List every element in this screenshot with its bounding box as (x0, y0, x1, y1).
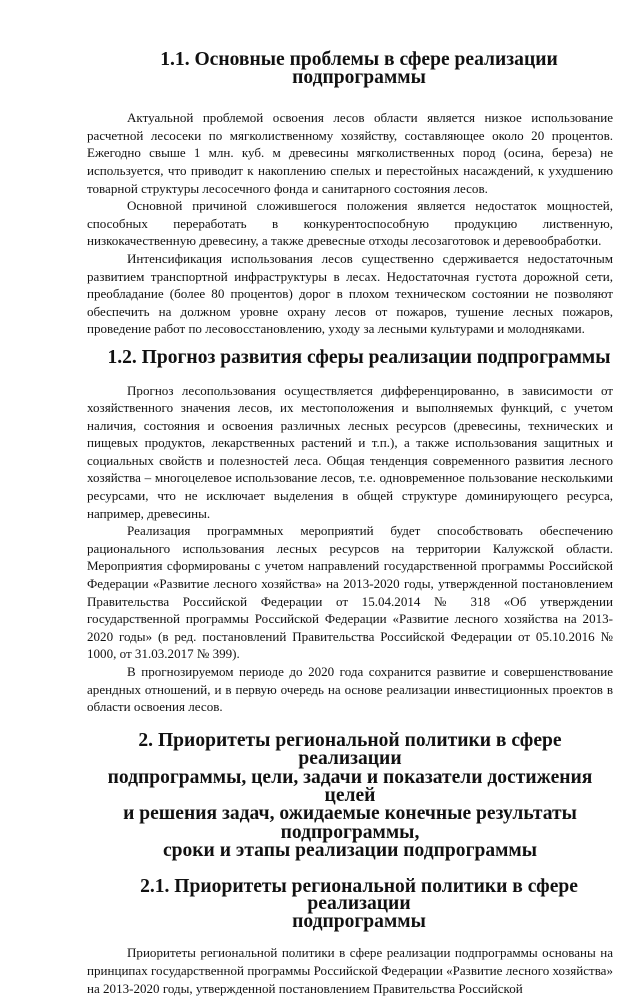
section-2-1-title-line: 2.1. Приоритеты региональной политики в сфере реализации (140, 875, 578, 915)
section-1-2-title: 1.2. Прогноз развития сферы реализации подпрограммы (107, 346, 611, 368)
section-2-1-title (87, 875, 613, 932)
section-2-title-line: сроки и этапы реализации подпрограммы (162, 840, 538, 862)
section-2-title-line: 2. Приоритеты региональной политики в сфере реализации (138, 729, 562, 770)
section-2-1-title-line: подпрограммы (292, 910, 426, 932)
paragraph: Интенсификация использования лесов существенно сдерживается недостаточным развитием транспортной инфраструктуры в лесах. Недостаточная густота дорожной сети, преобладание (более 80 процентов) дорог в плохом техническом состоянии не позволяют обеспечить на должном уровне охрану лесов от пожаров, тушение лесных пожаров, проведение работ по лесовосстановлению, уходу за лесными культурами и молодняками. (87, 250, 613, 337)
paragraph: Основной причиной сложившегося положения является недостаток мощностей, способных переработать в конкурентоспособную продукцию лиственную, низкокачественную древесину, а также древесные отходы лесозаготовок и деревообработки. (87, 198, 613, 249)
paragraph: Актуальной проблемой освоения лесов области является низкое использование расчетной лесосеки по мягколиственному хозяйству, составляющее около 20 процентов. Ежегодно свыше 1 млн. куб. м древесины мягколиственных пород (осина, береза) не используется, что приводит к накоплению спелых и перестойных насаждений, к ухудшению товарной структуры лесосечного фонда и санитарного состояния лесов. (87, 110, 613, 196)
section-2-title-line: подпрограммы, цели, задачи и показатели достижения целей (107, 766, 593, 806)
section-2-title-line: и решения задач, ожидаемые конечные результаты подпрограммы, (123, 803, 577, 843)
paragraph: Приоритеты региональной политики в сфере реализации подпрограммы основаны на принципах государственной программы Российской Федерации «Развитие лесного хозяйства» на 2013-2020 годы, утвержденной постановлением Правительства Российской (87, 945, 613, 996)
paragraph: Прогноз лесопользования осуществляется дифференцированно, в зависимости от хозяйственного значения лесов, их местоположения и выполняемых функций, с учетом наличия, состояния и освоения различных лесных ресурсов (древесины, технических и пищевых продуктов, лекарственных растений и т.п.), а также использования защитных и социальных свойств и полезностей леса. Общая тенденция современного развития лесного хозяйства – многоцелевое использование лесов, т.е. одновременное пользование несколькими ресурсами, что не исключает выделения в общей структуре доминирующего ресурса, например, древесины. (87, 382, 613, 521)
section-1-1-title: 1.1. Основные проблемы в сфере реализации подпрограммы (160, 49, 558, 88)
paragraph: В прогнозируемом периоде до 2020 года сохранится развитие и совершенствование арендных отношений, и в первую очередь на основе реализации инвестиционных проектов в области освоения лесов. (87, 664, 613, 715)
paragraph: Реализация программных мероприятий будет способствовать обеспечению рационального использования лесных ресурсов на территории Калужской области. Мероприятия сформированы с учетом направлений государственной программы Российской Федерации «Развитие лесного хозяйства» на 2013-2020 годы, утвержденной постановлением Правительства Российской Федерации от 15.04.2014 № 318 «Об утверждении государственной программы Российской Федерации «Развитие лесного хозяйства на 2013-2020 годы» (в ред. постановлений Правительства Российской Федерации от 05.10.2016 № 1000, от 31.03.2017 № 399). (87, 523, 613, 662)
section-2-title (87, 729, 613, 862)
